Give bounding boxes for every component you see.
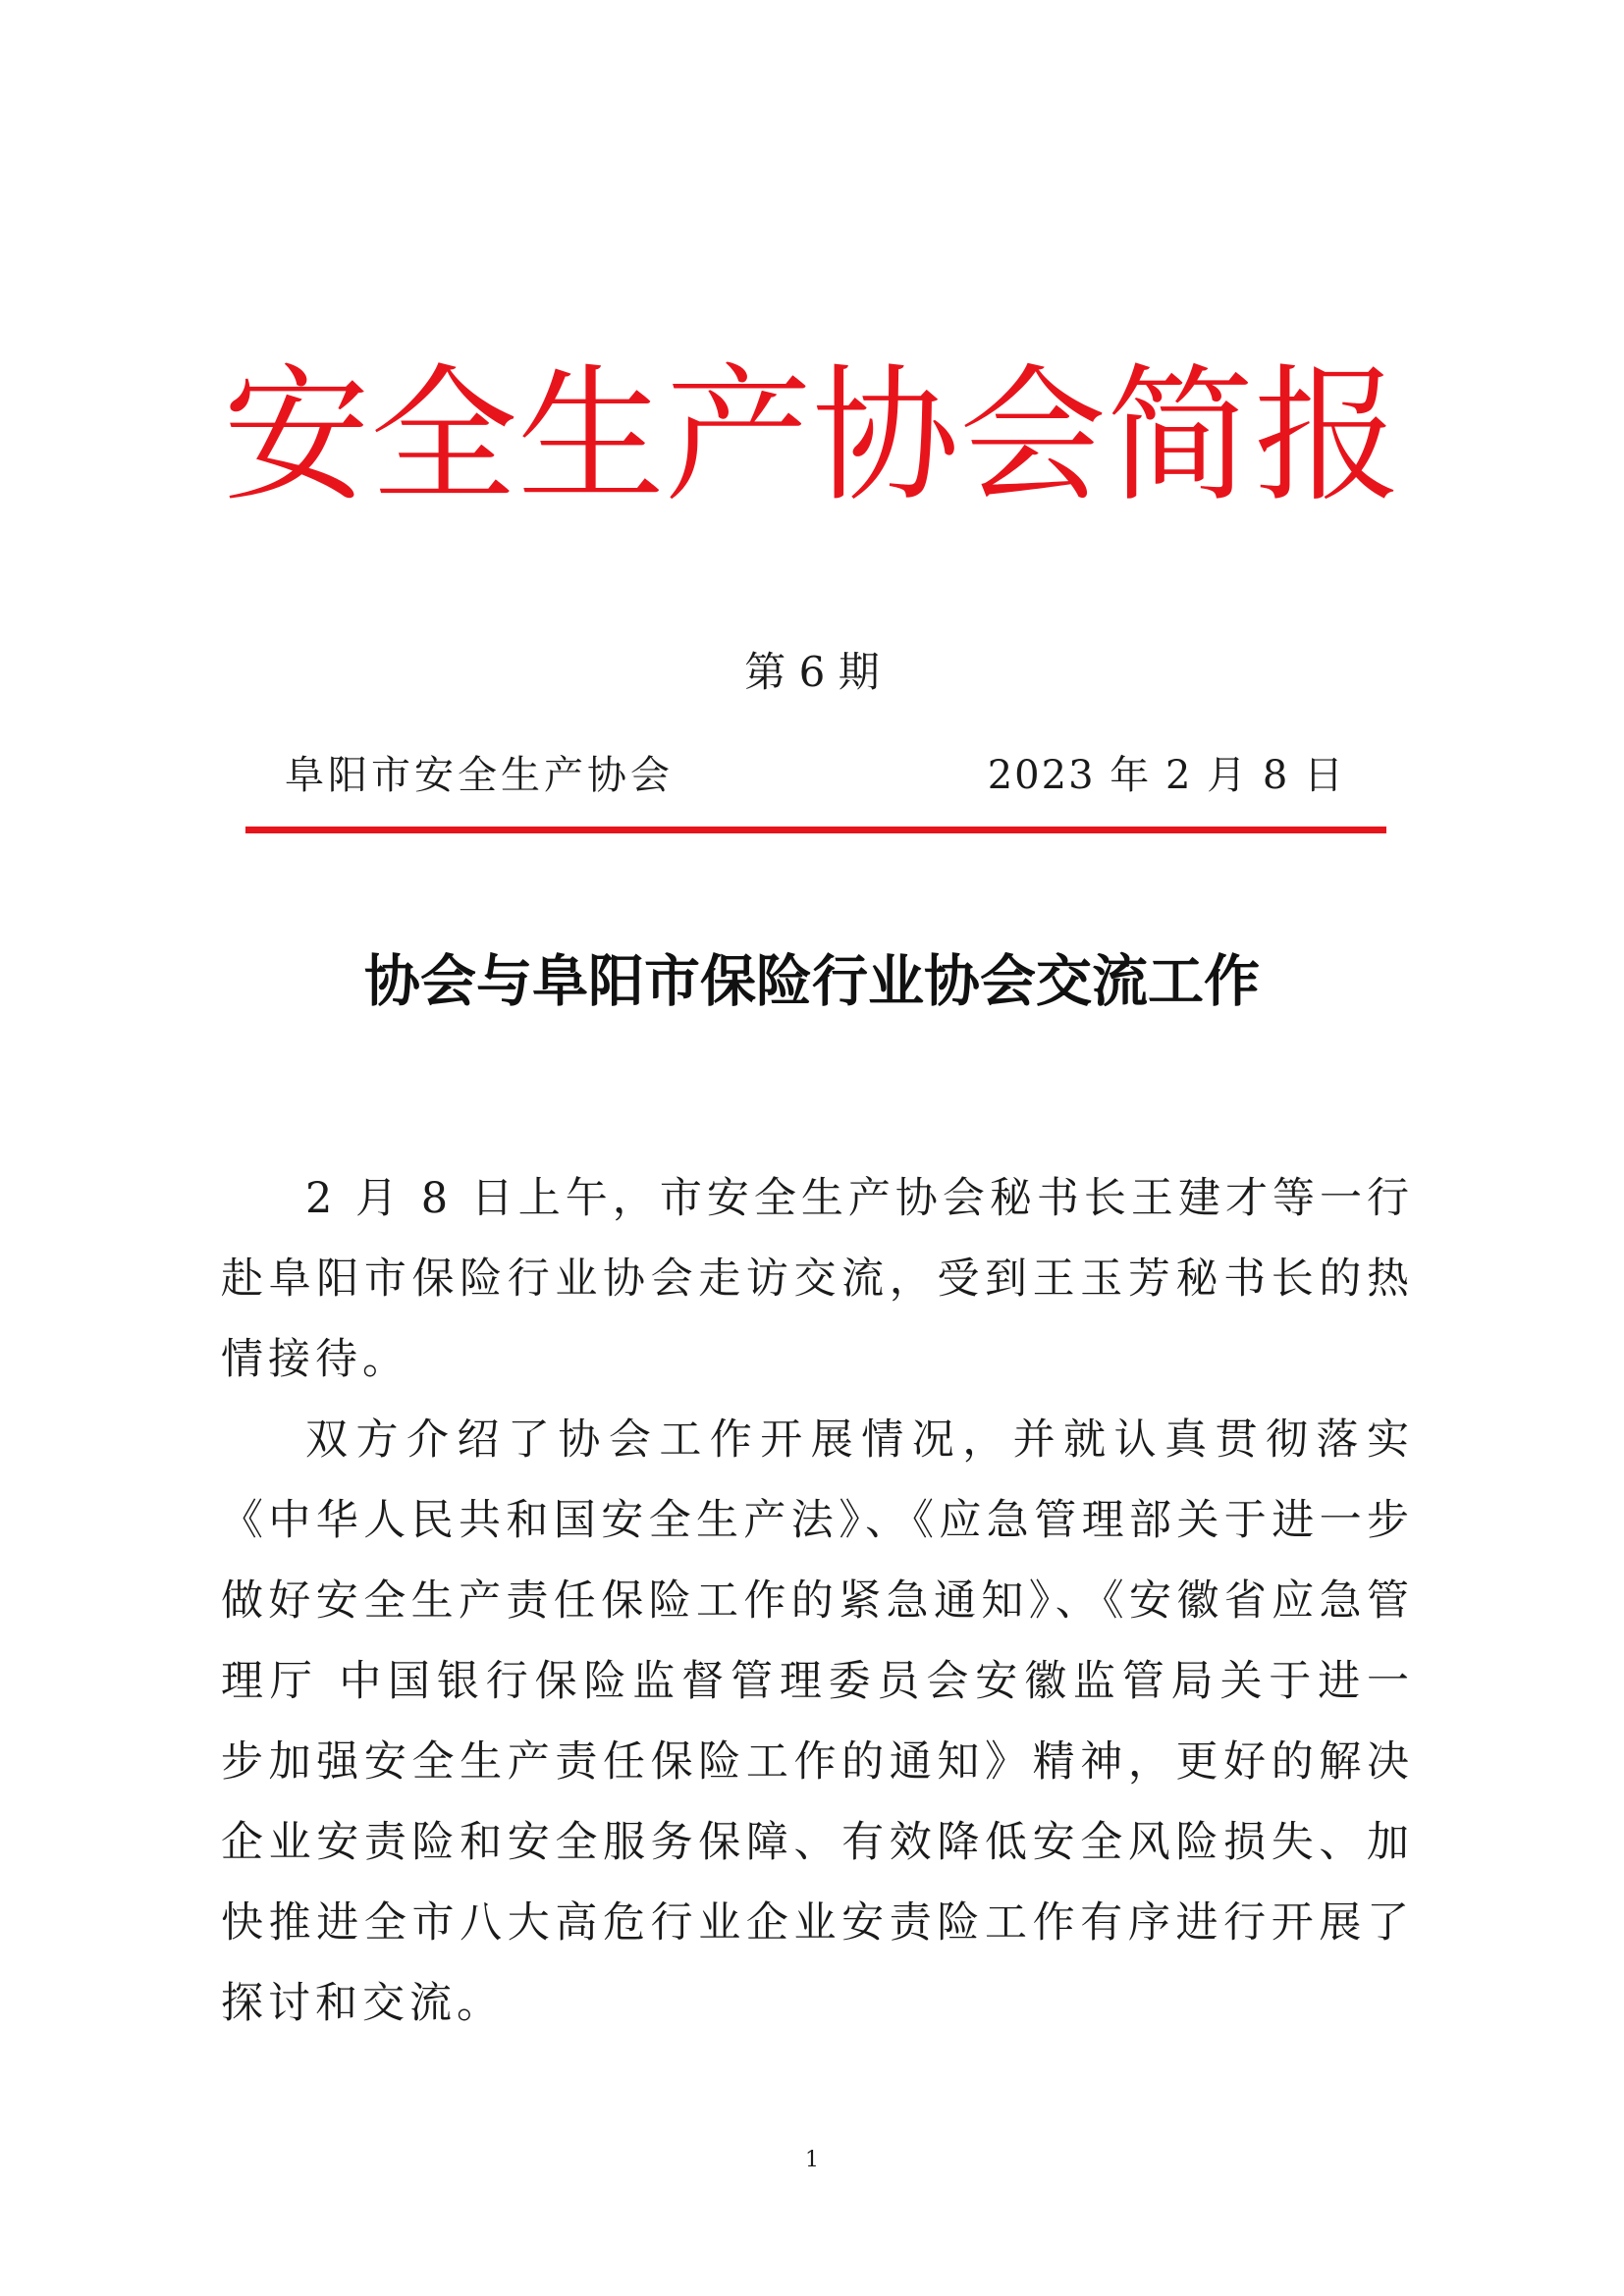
article-title: 协会与阜阳市保险行业协会交流工作 bbox=[364, 949, 1260, 1014]
issuing-organization: 阜阳市安全生产协会 bbox=[285, 753, 674, 798]
red-divider-line bbox=[245, 827, 1386, 833]
article-paragraph: 双方介绍了协会工作开展情况，并就认真贯彻落实《中华人民共和国安全生产法》、《应急管理部关于进一步做好安全生产责任保险工作的紧急通知》、《安徽省应急管理厅 中国银行保险监督管理委员会安徽监管局关于进一步加强安全生产责任保险工作的通知》精神，更好的解决企业安责险和安全服务保障、有效降低安全风险损失、加快推进全市八大高危行业企业安责险工作有序进行开展了探讨和交流。 bbox=[221, 1415, 1414, 2028]
publication-date: 2023 年 2 月 8 日 bbox=[987, 753, 1345, 798]
issue-number: 第 6 期 bbox=[744, 648, 880, 696]
article-paragraph: 2 月 8 日上午，市安全生产协会秘书长王建才等一行赴阜阳市保险行业协会走访交流，受到王玉芳秘书长的热情接待。 bbox=[221, 1174, 1414, 1384]
article-body bbox=[221, 1158, 1414, 2044]
publication-meta bbox=[285, 746, 1345, 805]
masthead-title: 安全生产协会简报 bbox=[222, 351, 1401, 522]
page-number: 1 bbox=[805, 2148, 819, 2172]
